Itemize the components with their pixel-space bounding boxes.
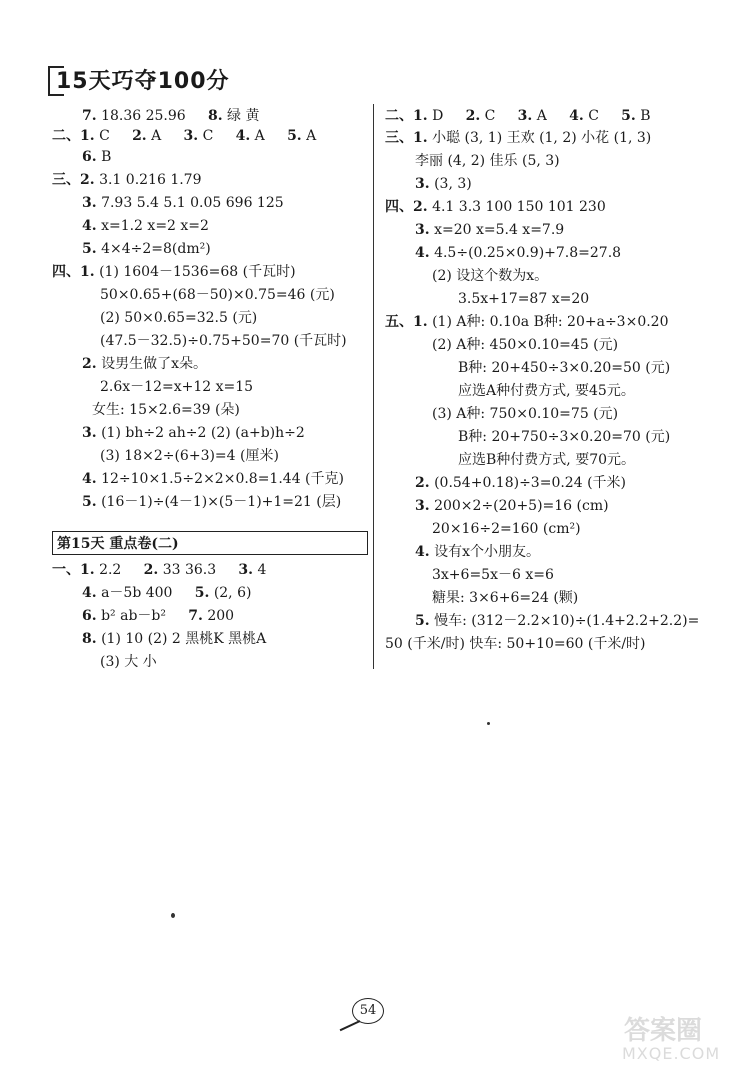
magnifier-handle: [340, 1020, 361, 1031]
answer-line: 4. 4.5÷(0.25×0.9)+7.8=27.8: [415, 245, 622, 261]
answer-line: 3. (3, 3): [415, 176, 472, 192]
answer-line: 4. x=1.2 x=2 x=2: [82, 218, 209, 234]
answer-line: (2) 50×0.65=32.5 (元): [100, 310, 258, 326]
answer-line: 3. x=20 x=5.4 x=7.9: [415, 222, 565, 238]
answer-line: 8. (1) 10 (2) 2 黑桃K 黑桃A: [82, 631, 267, 647]
answer-line: 6. b² ab－b² 7. 200: [82, 608, 235, 624]
scan-speck: [171, 913, 175, 918]
answer-line: B种: 20+750÷3×0.20=70 (元): [458, 429, 671, 445]
answer-line: 20×16÷2=160 (cm²): [432, 521, 581, 537]
answer-line: 2. 设男生做了x朵。: [82, 356, 207, 372]
answer-line: (2) 设这个数为x。: [432, 268, 549, 284]
answer-line: 二、1. D 2. C 3. A 4. C 5. B: [385, 108, 651, 124]
answer-line: 三、1. 小聪 (3, 1) 王欢 (1, 2) 小花 (1, 3): [385, 130, 652, 146]
answer-line: 糖果: 3×6+6=24 (颗): [432, 590, 579, 606]
answer-line: 3. (1) bh÷2 ah÷2 (2) (a+b)h÷2: [82, 425, 305, 441]
section-title: 第15天 重点卷(二): [57, 536, 179, 552]
answer-line: 3. 200×2÷(20+5)=16 (cm): [415, 498, 609, 514]
answer-line: 4. 12÷10×1.5÷2×2×0.8=1.44 (千克): [82, 471, 344, 487]
answer-line: 50 (千米/时) 快车: 50+10=60 (千米/时): [385, 636, 646, 652]
answer-line: 女生: 15×2.6=39 (朵): [92, 402, 240, 418]
answer-line: 五、1. (1) A种: 0.10a B种: 20+a÷3×0.20: [385, 314, 669, 330]
answer-line: (3) 18×2÷(6+3)=4 (厘米): [100, 448, 279, 464]
page-number: [338, 998, 386, 1028]
answer-line: 5. 慢车: (312－2.2×10)÷(1.4+2.2+2.2)=: [415, 613, 700, 629]
column-divider: [373, 104, 374, 669]
answer-line: (2) A种: 450×0.10=45 (元): [432, 337, 619, 353]
answer-line: 4. 设有x个小朋友。: [415, 544, 540, 560]
answer-line: 二、1. C 2. A 3. C 4. A 5. A: [52, 128, 317, 144]
answer-line: 2.6x－12=x+12 x=15: [100, 379, 254, 395]
answer-line: B种: 20+450÷3×0.20=50 (元): [458, 360, 671, 376]
answer-line: 4. a－5b 400 5. (2, 6): [82, 585, 252, 601]
answer-line: 三、2. 3.1 0.216 1.79: [52, 172, 202, 188]
answer-line: 应选A种付费方式, 要45元。: [458, 383, 635, 399]
answer-line: 3x+6=5x－6 x=6: [432, 567, 554, 583]
scan-speck: [487, 722, 490, 725]
answer-line: 7. 18.36 25.96 8. 绿 黄: [82, 108, 260, 124]
page-number-label: 54: [352, 998, 384, 1024]
answer-line: 四、2. 4.1 3.3 100 150 101 230: [385, 199, 606, 215]
answer-line: 3.5x+17=87 x=20: [458, 291, 590, 307]
logo-text: 15天巧夺100分: [56, 69, 230, 94]
answer-line: 应选B种付费方式, 要70元。: [458, 452, 636, 468]
watermark: [618, 1010, 742, 1065]
answer-line: 李丽 (4, 2) 佳乐 (5, 3): [415, 153, 560, 169]
answer-line: (3) A种: 750×0.10=75 (元): [432, 406, 619, 422]
answer-line: 50×0.65+(68－50)×0.75=46 (元): [100, 287, 335, 303]
answer-line: (47.5－32.5)÷0.75+50=70 (千瓦时): [100, 333, 347, 349]
answer-line: 6. B: [82, 149, 112, 165]
watermark-url: MXQE.COM: [622, 1044, 721, 1063]
section-header-box: [52, 531, 368, 555]
answer-line: 5. (16－1)÷(4－1)×(5－1)+1=21 (层): [82, 494, 342, 510]
answer-line: 四、1. (1) 1604－1536=68 (千瓦时): [52, 264, 296, 280]
answer-line: 一、1. 2.2 2. 33 36.3 3. 4: [52, 562, 267, 578]
answer-line: 2. (0.54+0.18)÷3=0.24 (千米): [415, 475, 626, 491]
answer-line: (3) 大 小: [100, 654, 157, 670]
answer-line: 5. 4×4÷2=8(dm²): [82, 241, 211, 257]
watermark-title: 答案圈: [624, 1016, 703, 1046]
answer-line: 3. 7.93 5.4 5.1 0.05 696 125: [82, 195, 284, 211]
